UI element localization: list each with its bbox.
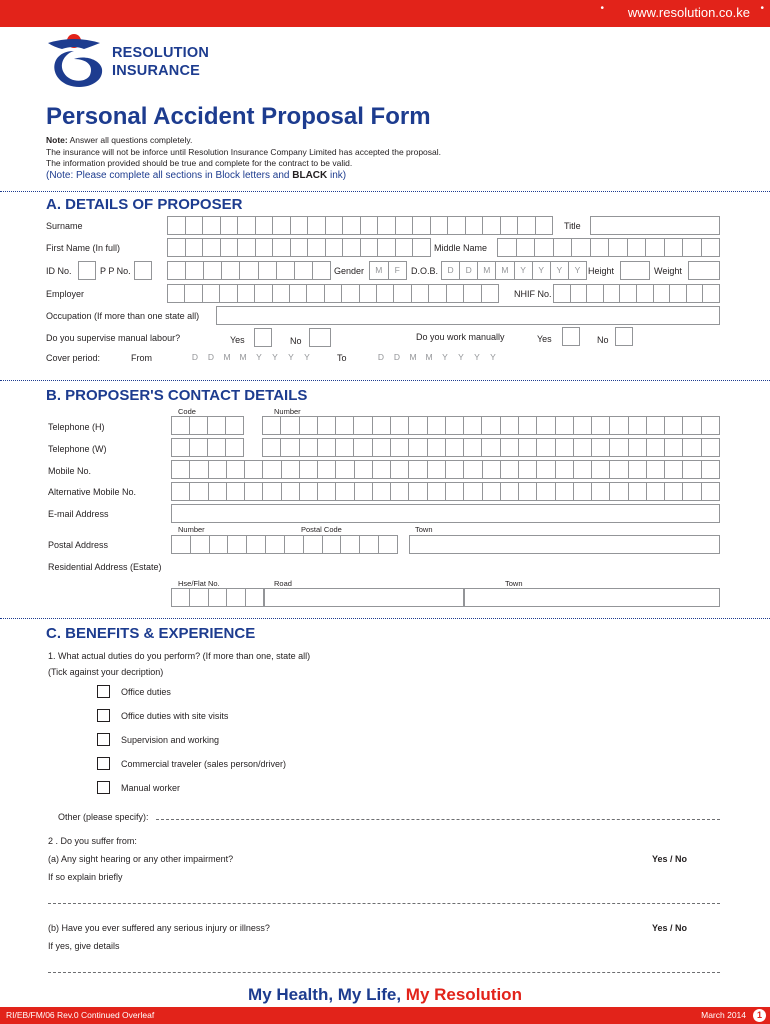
postal-address-label: Postal Address	[48, 540, 109, 550]
id-number-field[interactable]	[167, 261, 331, 280]
explain-input-line[interactable]	[48, 903, 720, 904]
cover-period-label: Cover period:	[46, 353, 101, 363]
road-field[interactable]	[264, 588, 464, 607]
pp-no-field[interactable]	[134, 261, 152, 280]
q2a-yes-no[interactable]: Yes / No	[652, 854, 688, 864]
surname-field[interactable]	[167, 216, 553, 235]
form-code: RI/EB/FM/06 Rev.0 Continued Overleaf	[6, 1010, 155, 1020]
supervise-yes-box[interactable]	[254, 328, 272, 347]
note-line1: Answer all questions completely.	[69, 135, 193, 145]
note-block	[46, 135, 441, 170]
pp-no-label: P P No.	[100, 266, 131, 276]
dob-cell[interactable]: Y	[533, 262, 551, 279]
option-checkbox[interactable]	[97, 781, 110, 794]
date-cell[interactable]: M	[425, 352, 433, 362]
tel-h-code-field[interactable]	[171, 416, 244, 435]
postal-town-field[interactable]	[409, 535, 720, 554]
town2-label: Town	[505, 579, 523, 588]
middle-name-field[interactable]	[497, 238, 720, 257]
date-cell[interactable]: Y	[288, 352, 294, 362]
divider	[0, 618, 770, 619]
date-cell[interactable]: D	[377, 352, 385, 362]
gender-m-option[interactable]: M	[370, 262, 389, 279]
bullet-icon: •	[760, 3, 764, 14]
page-title: Personal Accident Proposal Form	[46, 103, 431, 130]
mobile-field[interactable]	[171, 460, 720, 479]
manual-no-box[interactable]	[615, 327, 633, 346]
from-label: From	[131, 353, 152, 363]
date-cell[interactable]: D	[393, 352, 401, 362]
supervise-label: Do you supervise manual labour?	[46, 333, 181, 343]
dob-cell[interactable]: D	[460, 262, 478, 279]
footer-bar	[0, 1007, 770, 1024]
code-label: Code	[178, 407, 196, 416]
dob-cell[interactable]: Y	[574, 265, 581, 275]
block-note-bold: BLACK	[292, 170, 328, 181]
tel-h-label: Telephone (H)	[48, 422, 105, 432]
date-cell[interactable]: Y	[474, 352, 480, 362]
date-cell[interactable]: D	[207, 352, 215, 362]
occupation-label: Occupation (If more than one state all)	[46, 311, 200, 321]
manual-yes-label: Yes	[537, 334, 552, 344]
explain-label: If so explain briefly	[48, 872, 123, 882]
gender-f-option[interactable]: F	[394, 265, 400, 275]
supervise-yes-label: Yes	[230, 335, 245, 345]
occupation-field[interactable]	[216, 306, 720, 325]
gender-label: Gender	[334, 266, 365, 276]
nhif-label: NHIF No.	[514, 289, 552, 299]
option-label: Office duties	[121, 687, 171, 697]
date-cell[interactable]: Y	[458, 352, 464, 362]
date-cell[interactable]: M	[223, 352, 231, 362]
dob-cell[interactable]: Y	[515, 262, 533, 279]
title-label: Title	[564, 221, 581, 231]
height-label: Height	[588, 266, 615, 276]
id-no-field[interactable]	[78, 261, 96, 280]
dob-field[interactable]	[441, 261, 587, 280]
note-line2: The insurance will not be inforce until Resolution Insurance Company Limited has accepted the proposal.	[46, 146, 442, 157]
date-cell[interactable]: Y	[442, 352, 448, 362]
top-banner	[0, 0, 770, 27]
q1-text: 1. What actual duties do you perform? (If more than one, state all)	[48, 651, 311, 661]
town2-field[interactable]	[464, 588, 720, 607]
weight-field[interactable]	[688, 261, 720, 280]
hse-label: Hse/Flat No.	[178, 579, 220, 588]
q1b-text: (Tick against your decription)	[48, 667, 164, 677]
town-label: Town	[415, 525, 433, 534]
option-checkbox[interactable]	[97, 733, 110, 746]
date-cell[interactable]: Y	[490, 352, 496, 362]
date-cell[interactable]: M	[239, 352, 247, 362]
title-field[interactable]	[590, 216, 720, 235]
id-no-label: ID No.	[46, 266, 72, 276]
bullet-icon: •	[600, 3, 604, 14]
middle-name-label: Middle Name	[434, 243, 488, 253]
postal-address-field[interactable]	[171, 535, 398, 554]
tel-w-code-field[interactable]	[171, 438, 244, 457]
employer-label: Employer	[46, 289, 85, 299]
dob-label: D.O.B.	[411, 266, 439, 276]
dob-cell[interactable]: M	[496, 262, 514, 279]
logo-figure-icon	[44, 33, 108, 93]
details-label: If yes, give details	[48, 941, 120, 951]
cover-from-date[interactable]	[187, 349, 315, 366]
logo-text-line2: INSURANCE	[112, 63, 200, 79]
number-label: Number	[274, 407, 301, 416]
section-c-heading: C. BENEFITS & EXPERIENCE	[46, 625, 256, 642]
tel-w-label: Telephone (W)	[48, 444, 107, 454]
dob-cell[interactable]: M	[478, 262, 496, 279]
q2b-text: (b) Have you ever suffered any serious injury or illness?	[48, 923, 270, 933]
block-note-post: ink)	[327, 170, 347, 181]
other-label: Other (please specify):	[58, 812, 149, 822]
road-label: Road	[274, 579, 292, 588]
details-input-line[interactable]	[48, 972, 720, 973]
date-cell[interactable]: D	[191, 352, 199, 362]
form-date: March 2014	[701, 1010, 746, 1020]
option-checkbox[interactable]	[97, 685, 110, 698]
nhif-field[interactable]	[553, 284, 720, 303]
note-label: Note:	[46, 135, 68, 145]
email-label: E-mail Address	[48, 509, 109, 519]
surname-label: Surname	[46, 221, 83, 231]
option-label: Office duties with site visits	[121, 711, 229, 721]
cover-to-date[interactable]	[373, 349, 501, 366]
q2-text: 2 . Do you suffer from:	[48, 836, 137, 846]
first-name-label: First Name (In full)	[46, 243, 121, 253]
option-checkbox[interactable]	[97, 757, 110, 770]
website-url[interactable]: www.resolution.co.ke	[627, 5, 750, 20]
weight-label: Weight	[654, 266, 682, 276]
section-b-heading: B. PROPOSER'S CONTACT DETAILS	[46, 387, 308, 404]
first-name-field[interactable]	[167, 238, 431, 257]
supervise-no-box[interactable]	[309, 328, 331, 347]
block-note-pre: (Note: Please complete all sections in Block letters and	[46, 170, 293, 181]
divider	[0, 191, 770, 192]
employer-field[interactable]	[167, 284, 499, 303]
hse-field[interactable]	[171, 588, 264, 607]
option-label: Commercial traveler (sales person/driver)	[121, 759, 287, 769]
mobile-label: Mobile No.	[48, 466, 92, 476]
slogan	[0, 985, 770, 1005]
company-logo	[44, 33, 224, 93]
email-field[interactable]	[171, 504, 720, 523]
manual-yes-box[interactable]	[562, 327, 580, 346]
slogan-red: My Resolution	[405, 985, 522, 1004]
tel-h-number-field[interactable]	[262, 416, 720, 435]
alt-mobile-field[interactable]	[171, 482, 720, 501]
date-cell[interactable]: Y	[272, 352, 278, 362]
dob-cell[interactable]: Y	[551, 262, 569, 279]
divider	[0, 380, 770, 381]
block-letters-note	[46, 170, 346, 181]
option-checkbox[interactable]	[97, 709, 110, 722]
date-cell[interactable]: Y	[256, 352, 262, 362]
other-input-line[interactable]	[156, 819, 720, 820]
note-line3: The information provided should be true and complete for the contract to be valid.	[46, 158, 353, 168]
q2a-text: (a) Any sight hearing or any other impairment?	[48, 854, 234, 864]
date-cell[interactable]: Y	[304, 352, 310, 362]
alt-mobile-label: Alternative Mobile No.	[48, 487, 137, 497]
logo-text-line1: RESOLUTION	[112, 45, 210, 61]
height-field[interactable]	[620, 261, 650, 280]
section-a-heading: A. DETAILS OF PROPOSER	[46, 196, 243, 213]
tel-w-number-field[interactable]	[262, 438, 720, 457]
date-cell[interactable]: M	[409, 352, 417, 362]
q2b-yes-no[interactable]: Yes / No	[652, 923, 688, 933]
page-number: 1	[753, 1009, 766, 1022]
pa-number-label: Number	[178, 525, 205, 534]
dob-cell[interactable]: D	[442, 262, 460, 279]
slogan-blue: My Health, My Life,	[248, 985, 406, 1004]
gender-field[interactable]	[369, 261, 407, 280]
residential-label: Residential Address (Estate)	[48, 562, 162, 572]
postal-code-label: Postal Code	[301, 525, 342, 534]
manual-no-label: No	[597, 335, 609, 345]
option-label: Manual worker	[121, 783, 181, 793]
work-manually-label: Do you work manually	[416, 332, 505, 342]
supervise-no-label: No	[290, 336, 302, 346]
to-label: To	[337, 353, 347, 363]
option-label: Supervision and working	[121, 735, 220, 745]
